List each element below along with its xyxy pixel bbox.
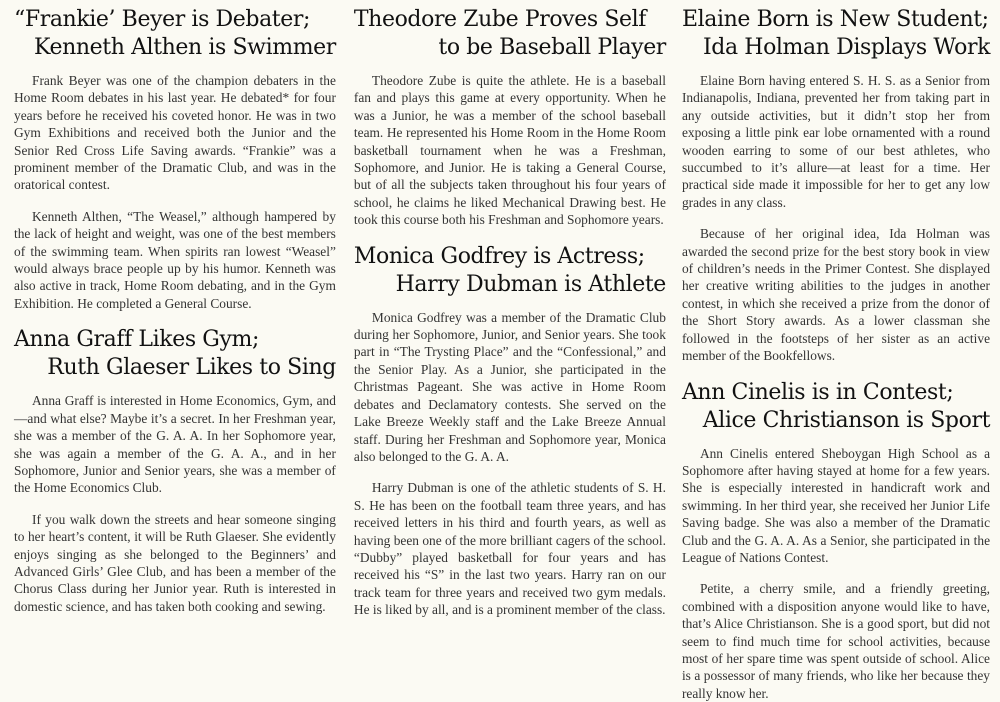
column-middle	[354, 6, 666, 691]
paragraph: Monica Godfrey was a member of the Dramatic Club during her Sophomore, Junior, and Senior years. She took part in “The Trysting Place” and the “Confessional,” and the Senior Play. As a Junior, she participated in the Christmas Pageant. She was active in Home Room debates and Declamatory contests. She served on the Lake Breeze Weekly staff and the Lake Breeze Annual staff. During her Freshman and Sophomore year, Monica also belonged to the G. A. A.	[354, 309, 666, 466]
paragraph: Harry Dubman is one of the athletic students of S. H. S. He has been on the football team three years, and has received letters in his third and fourth years, as well as having been one of the more brilliant cagers of the school. “Dubby” played basketball for four years and has received his “S” in the last two years. Harry ran on our track team for three years and received two gym medals. He is liked by all, and is a prominent member of the class.	[354, 479, 666, 618]
headline-line: “Frankie’ Beyer is Debater;	[14, 6, 336, 34]
headline-line: Ruth Glaeser Likes to Sing	[14, 354, 336, 382]
headline	[354, 6, 666, 62]
headline-line: Elaine Born is New Student;	[682, 6, 990, 34]
headline-line: Monica Godfrey is Actress;	[354, 243, 666, 271]
headline-line: Kenneth Althen is Swimmer	[14, 34, 336, 62]
paragraph: Frank Beyer was one of the champion debaters in the Home Room debates in his last year. He debated* for four years before he received his coveted honor. He was in two Gym Exhibitions and received both the Junior and the Senior Red Cross Life Saving awards. “Frankie” was a prominent member of the Dramatic Club, and was in the oratorical contest.	[14, 72, 336, 194]
paragraph: Theodore Zube is quite the athlete. He is a baseball fan and plays this game at every opportunity. When he was a Junior, he was a member of the school baseball team. He represented his Home Room in the Home Room basketball tournament when he was a Freshman, Sophomore, and Junior. He is taking a General Course, but of all the subjects taken throughout his four years of school, he claims he liked Mechanical Drawing best. He took this course both his Freshman and Sophomore years.	[354, 72, 666, 229]
headline	[14, 6, 336, 62]
paragraph: Kenneth Althen, “The Weasel,” although hampered by the lack of height and weight, was one of the best members of the swimming team. When spirits ran lowest “Weasel” would always brace people up by his humor. Kenneth was also active in track, Home Room debating, and in the Gym Exhibition. He completed a General Course.	[14, 208, 336, 312]
paragraph: Petite, a cherry smile, and a friendly greeting, combined with a disposition anyone would like to have, that’s Alice Christianson. She is a good sport, but did not seem to find much time for school activities, because most of her spare time was spent outside of school. Alice is a possessor of many friends, who like her because they really know her.	[682, 580, 990, 702]
article-cinelis-christianson	[682, 379, 990, 702]
article-godfrey-dubman	[354, 243, 666, 619]
paragraph: Ann Cinelis entered Sheboygan High School as a Sophomore after having stayed at home for a few years. She is especially interested in handicraft work and swimming. In her third year, she received her Junior Life Saving badge. She was also a member of the Dramatic Club and the G. A. A. As a Senior, she participated in the League of Nations Contest.	[682, 445, 990, 567]
headline	[682, 6, 990, 62]
headline-line: Ida Holman Displays Work	[682, 34, 990, 62]
article-born-holman	[682, 6, 990, 365]
headline-line: Anna Graff Likes Gym;	[14, 326, 336, 354]
article-graff-glaeser	[14, 326, 336, 615]
paragraph: Because of her original idea, Ida Holman was awarded the second prize for the best story book in view of children’s needs in the Primer Contest. She displayed her creative writing abilities to the judges in another contest, in which she received a prize from the donor of the Short Story awards. As a lower classman she followed in the footsteps of her sister as an active member of the Bookfellows.	[682, 225, 990, 364]
headline	[682, 379, 990, 435]
headline	[14, 326, 336, 382]
headline-line: Ann Cinelis is in Contest;	[682, 379, 990, 407]
headline-line: to be Baseball Player	[354, 34, 666, 62]
headline	[354, 243, 666, 299]
headline-line: Harry Dubman is Athlete	[354, 271, 666, 299]
paragraph: If you walk down the streets and hear someone singing to her heart’s content, it will be Ruth Glaeser. She evidently enjoys singing as she belonged to the Beginners’ and Advanced Girls’ Glee Club, and has been a member of the Chorus Class during her Junior year. Ruth is interested in domestic science, and has taken both cooking and sewing.	[14, 511, 336, 615]
headline-line: Alice Christianson is Sport	[682, 407, 990, 435]
column-left	[14, 6, 336, 691]
paragraph: Anna Graff is interested in Home Economics, Gym, and—and what else? Maybe it’s a secret. In her Freshman year, she was a member of the G. A. A. In her Sophomore year, she was again a member of the G. A. A., and in her Sophomore, Junior and Senior years, she was a member of the Home Economics Club.	[14, 392, 336, 496]
column-right	[682, 6, 990, 691]
paragraph: Elaine Born having entered S. H. S. as a Senior from Indianapolis, Indiana, prevented her from taking part in any outside activities, but it didn’t stop her from exposing a little pink ear lobe ornamented with a round wooden earring to some of our best athletes, who succumbed to it’s allure—at least for a time. Her practical side made it impossible for her to get any low grades in any class.	[682, 72, 990, 211]
headline-line: Theodore Zube Proves Self	[354, 6, 666, 34]
article-zube	[354, 6, 666, 229]
article-beyer-althen	[14, 6, 336, 312]
